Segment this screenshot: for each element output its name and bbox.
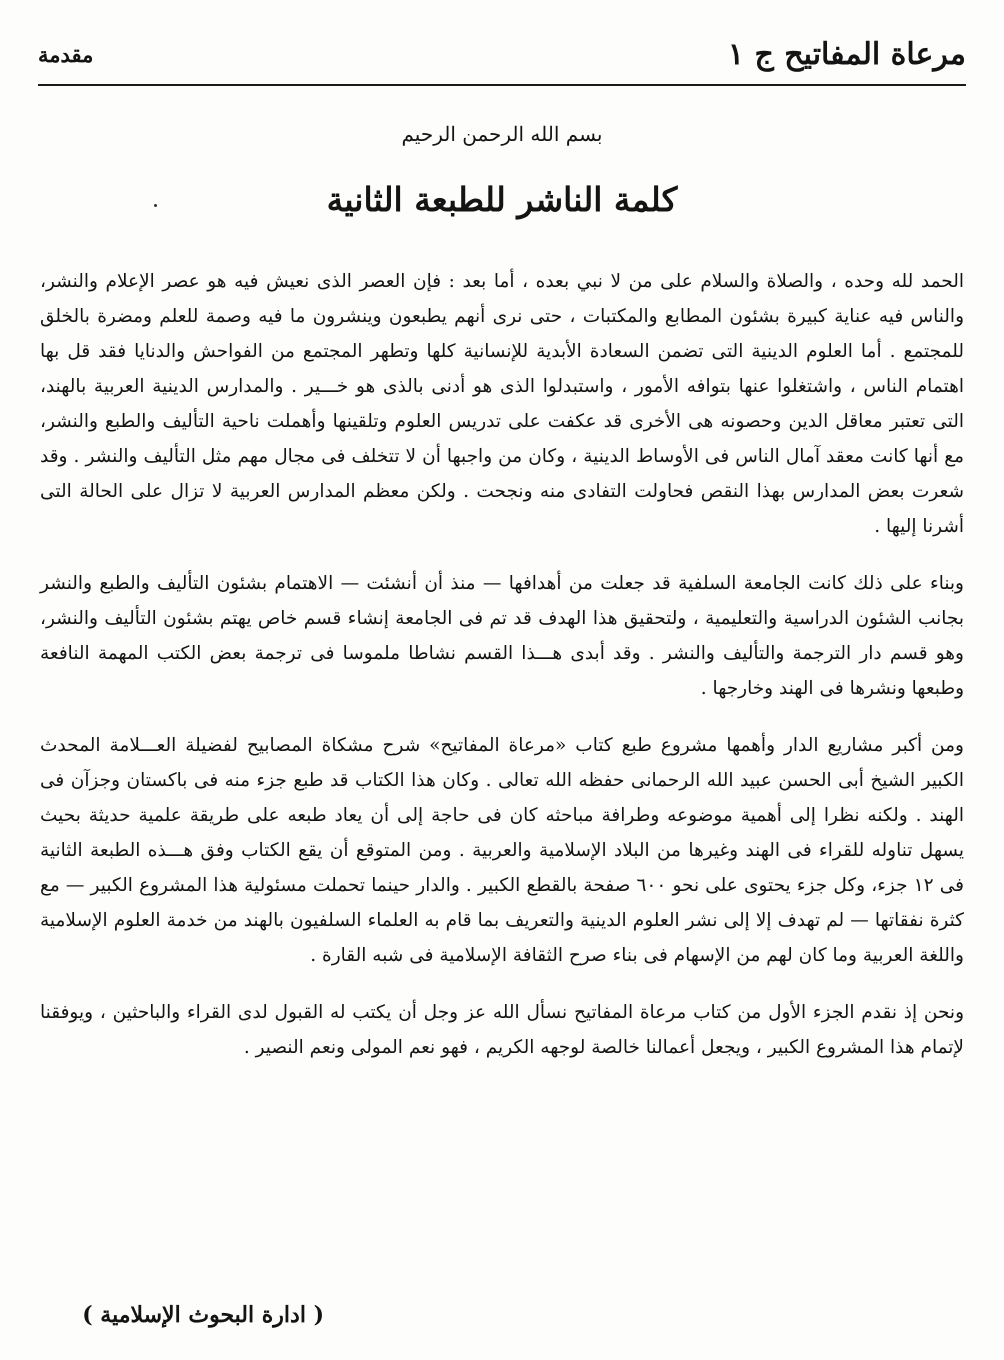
signature: ( ادارة البحوث الإسلامية ) — [82, 1302, 324, 1328]
ink-speck — [154, 204, 157, 207]
paragraph: ونحن إذ نقدم الجزء الأول من كتاب مرعاة المفاتيح نسأل الله عز وجل أن يكتب له القبول لدى القراء والباحثين ، ويوفقنا لإتمام هذا المشروع الكبير ، ويجعل أعمالنا خالصة لوجهه الكريم ، فهو نعم المولى ونعم النصير . — [40, 1002, 964, 1058]
header-rule — [38, 84, 966, 86]
section-label: مقدمة — [38, 41, 94, 67]
basmala: بسم الله الرحمن الرحيم — [401, 122, 603, 146]
body-text — [40, 264, 964, 1087]
page-title: كلمة الناشر للطبعة الثانية — [326, 180, 678, 219]
paragraph: وبناء على ذلك كانت الجامعة السلفية قد جعلت من أهدافها — منذ أن أنشئت — الاهتمام بشئون التأليف والطبع والنشر بجانب الشئون الدراسية والتعليمية ، ولتحقيق هذا الهدف قد تم فى الجامعة إنشاء قسم خاص يهتم بشئون التأليف والنشر، وهو قسم دار الترجمة والتأليف والنشر . وقد أبدى هـــذا القسم نشاطا ملموسا فى ترجمة بعض الكتب المهمة النافعة وطبعها ونشرها فى الهند وخارجها . — [40, 573, 964, 699]
running-header — [38, 28, 966, 80]
paragraph: الحمد لله وحده ، والصلاة والسلام على من لا نبي بعده ، أما بعد : فإن العصر الذى نعيش فيه هو عصر الإعلام والنشر، والناس فيه عناية كبيرة بشئون المطابع والمكتبات ، حتى نرى أنهم يطبعون وينشرون ما فيه وصمة للعلم ومضرة بالخلق للمجتمع . أما العلوم الدينية التى تضمن السعادة الأبدية للإنسانية كلها وتطهر المجتمع من الفواحش والدنايا فقد قل بها اهتمام الناس ، واشتغلوا عنها بتوافه الأمور ، واستبدلوا الذى هو أدنى بالذى هو خـــير . والمدارس الدينية العربية بالهند، التى تعتبر معاقل الدين وحصونه هى الأخرى قد عكفت على تدريس العلوم وتلقينها وأهملت ناحية التأليف والطبع والنشر، مع أنها كانت معقد آمال الناس فى الأوساط الدينية ، وكان من واجبها أن لا تتخلف فى مجال مهم مثل التأليف والنشر . وقد شعرت بعض المدارس بهذا النقص فحاولت التفادى منه ونجحت . ولكن معظم المدارس العربية لا تزال على الحالة التى أشرنا إليها . — [40, 271, 964, 537]
paragraph: ومن أكبر مشاريع الدار وأهمها مشروع طبع كتاب «مرعاة المفاتيح» شرح مشكاة المصابيح لفضيلة العـــلامة المحدث الكبير الشيخ أبى الحسن عبيد الله الرحمانى حفظه الله تعالى . وكان هذا الكتاب قد طبع جزء منه فى باكستان وجزآن فى الهند . ولكنه نظرا إلى أهمية موضوعه وطرافة مباحثه كان فى حاجة إلى أن يعاد طبعه على طريقة علمية حديثة بحيث يسهل تناوله للقراء فى الهند وغيرها من البلاد الإسلامية والعربية . ومن المتوقع أن يقع الكتاب وفق هـــذه الطبعة الثانية فى ١٢ جزء، وكل جزء يحتوى على نحو ٦٠٠ صفحة بالقطع الكبير . والدار حينما تحملت مسئولية هذا المشروع الكبير — مع كثرة نفقاتها — لم تهدف إلا إلى نشر العلوم الدينية والتعريف بما قام به العلماء السلفيون بالهند من خدمة العلوم الإسلامية واللغة العربية وما كان لهم من الإسهام فى بناء صرح الثقافة الإسلامية فى شبه القارة . — [40, 735, 964, 966]
book-title: مرعاة المفاتيح ج ١ — [727, 36, 966, 72]
